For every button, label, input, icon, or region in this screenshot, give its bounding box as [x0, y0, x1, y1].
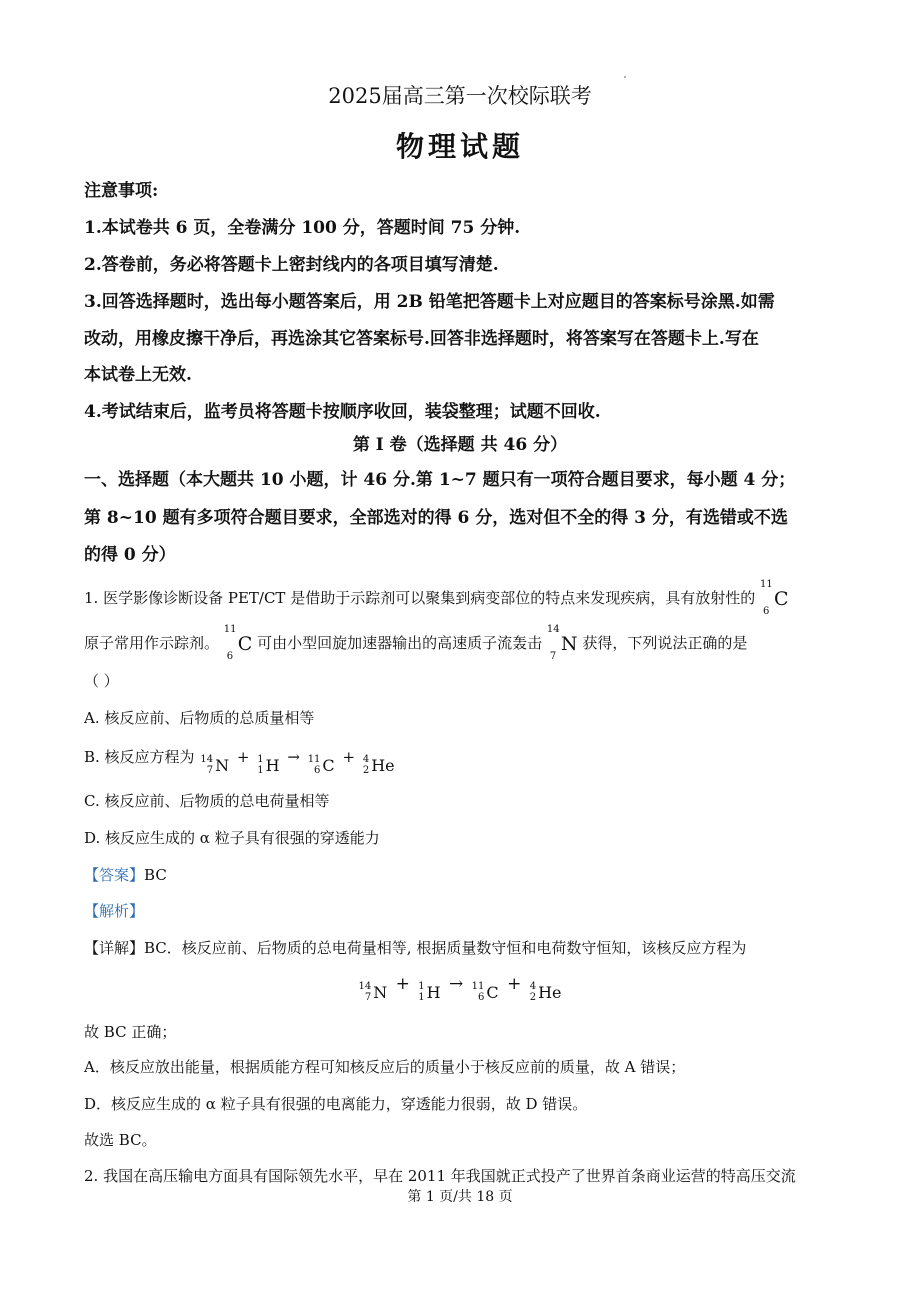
notice-line: 1.本试卷共 6 页，全卷满分 100 分，答题时间 75 分钟.	[84, 218, 521, 238]
scan-speck	[624, 76, 626, 78]
section-instruction: 一、选择题（本大题共 10 小题，计 46 分.第 1~7 题只有一项符合题目要求，每小题 4 分；	[84, 470, 796, 490]
exam-title: 2025届高三第一次校际联考	[328, 84, 592, 108]
nitrogen-14-symbol: 14 7 N	[546, 623, 578, 662]
carbon-11-symbol: 11 6 C	[223, 623, 253, 662]
option-c: C. 核反应前、后物质的总电荷量相等	[84, 792, 330, 810]
explanation-d: D．核反应生成的 α 粒子具有很强的电离能力，穿透能力很弱，故 D 错误。	[84, 1095, 588, 1113]
part1-title: 第 I 卷（选择题 共 46 分）	[352, 435, 568, 455]
final-answer: 故选 BC。	[84, 1131, 157, 1149]
answer-value: BC	[144, 866, 167, 884]
detail-text: 【详解】BC．核反应前、后物质的总电荷量相等, 根据质量数守恒和电荷数守恒知，该核反应方程为	[84, 939, 747, 957]
conclusion-bc: 故 BC 正确；	[84, 1023, 177, 1041]
explanation-a: A．核反应放出能量，根据质能方程可知核反应后的质量小于核反应前的质量，故 A 错误；	[84, 1058, 686, 1076]
question-2-stem: 2. 我国在高压输电方面具有国际领先水平，早在 2011 年我国就正式投产了世界首条商业运营的特高压交流	[84, 1167, 796, 1185]
notice-line: 3.回答选择题时，选出每小题答案后，用 2B 铅笔把答题卡上对应题目的答案标号涂黑.如需	[84, 292, 775, 312]
page-footer: 第 1 页/共 18 页	[407, 1189, 513, 1205]
option-a: A. 核反应前、后物质的总质量相等	[84, 709, 315, 727]
section-instruction: 第 8~10 题有多项符合题目要求，全部选对的得 6 分，选对但不全的得 3 分，有选错或不选	[84, 508, 788, 528]
notice-line: 本试卷上无效.	[84, 365, 192, 385]
carbon-11-symbol: 11 6 C	[759, 578, 789, 617]
section-instruction: 的得 0 分）	[84, 545, 176, 565]
reaction-equation: 14 7 N + 1 1 H → 11 6 C + 4 2 He	[358, 974, 562, 1003]
notice-line: 4.考试结束后，监考员将答题卡按顺序收回，装袋整理；试题不回收.	[84, 402, 601, 422]
question-1-stem-2: 原子常用作示踪剂。 11 6 C 可由小型回旋加速器输出的高速质子流轰击 14 7 N 获得，下列说法正确的是	[84, 623, 748, 662]
notice-line: 改动，用橡皮擦干净后，再选涂其它答案标号.回答非选择题时，将答案写在答题卡上.写在	[84, 329, 759, 349]
question-1-stem	[84, 578, 789, 617]
option-d: D. 核反应生成的 α 粒子具有很强的穿透能力	[84, 829, 380, 847]
subject-title: 物理试题	[395, 130, 524, 163]
option-b: B. 核反应方程为 14 7 N + 1 1 H → 11 6 C + 4 2 He	[84, 748, 395, 776]
answer-line	[84, 864, 167, 885]
answer-tag: 【答案】	[84, 866, 145, 884]
notice-heading: 注意事项:	[84, 181, 159, 201]
analysis-tag: 【解析】	[84, 902, 145, 920]
question-1-text: 1. 医学影像诊断设备 PET/CT 是借助于示踪剂可以聚集到病变部位的特点来发现疾病，具有放射性的	[84, 589, 756, 607]
notice-line: 2.答卷前，务必将答题卡上密封线内的各项目填写清楚.	[84, 255, 499, 275]
answer-bracket: （ ）	[84, 672, 119, 690]
